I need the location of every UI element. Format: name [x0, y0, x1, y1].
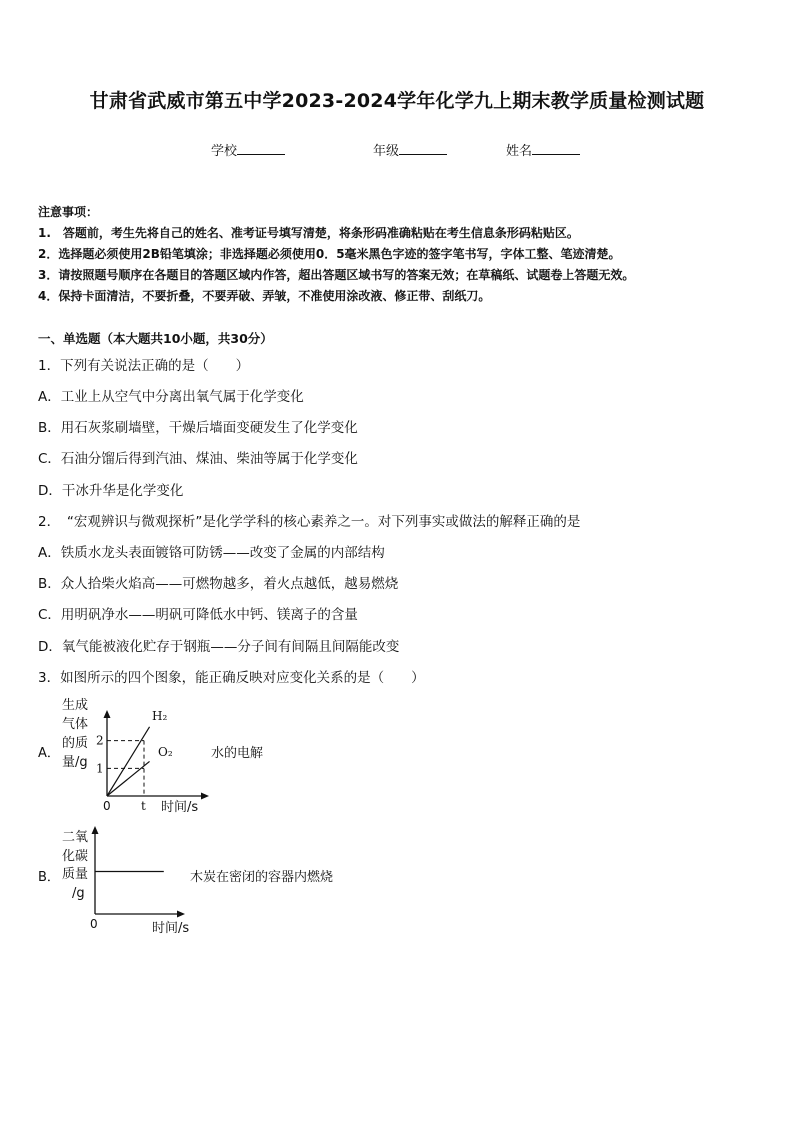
option-label: A． — [38, 746, 60, 761]
question-stem: 2． “宏观辨识与微观探析”是化学学科的核心素养之一。对下列事实或做法的解释正确的是 — [38, 514, 581, 530]
origin-label: 0 — [103, 799, 111, 813]
option-item: C．石油分馏后得到汽油、煤油、柴油等属于化学变化 — [38, 451, 358, 467]
option-item: C．用明矾净水——明矾可降低水中钙、镁离子的含量 — [38, 607, 358, 623]
page-title: 甘肃省武威市第五中学2023-2024学年化学九上期末教学质量检测试题 — [89, 90, 705, 112]
y-axis-label: 的质 — [62, 736, 89, 751]
y-axis-label: 质量 — [62, 867, 89, 882]
y-tick-label: 1 — [96, 761, 104, 776]
grade-label: 年级 — [373, 144, 400, 159]
x-axis-head — [177, 911, 185, 918]
y-axis-label: 二氧 — [62, 830, 89, 845]
series-label-o2: O₂ — [158, 745, 173, 759]
chart-a — [38, 697, 263, 815]
y-axis-label: 量/g — [62, 755, 88, 770]
y-axis-head — [104, 710, 111, 718]
question-stem: 1．下列有关说法正确的是（ ） — [38, 358, 250, 374]
y-axis-label: 生成 — [62, 698, 89, 713]
section-title: 一、单选题（本大题共10小题，共30分） — [38, 331, 273, 346]
note-item: 2．选择题必须使用2B铅笔填涂；非选择题必须使用0．5毫米黑色字迹的签字笔书写，字体工整、笔迹清楚。 — [38, 247, 621, 261]
y-axis-label: 气体 — [62, 717, 89, 732]
chart-caption: 木炭在密闭的容器内燃烧 — [190, 870, 334, 885]
y-axis-label: 化碳 — [62, 849, 89, 864]
note-item: 4．保持卡面清洁，不要折叠，不要弄破、弄皱，不准使用涂改液、修正带、刮纸刀。 — [38, 289, 491, 303]
chart-b — [38, 826, 333, 936]
name-label: 姓名 — [506, 144, 533, 159]
y-axis-head — [92, 826, 99, 834]
y-tick-label: 2 — [96, 733, 104, 748]
x-axis-label: 时间/s — [161, 800, 199, 815]
y-axis-label: /g — [72, 886, 85, 901]
origin-label: 0 — [90, 917, 98, 931]
option-item: D．干冰升华是化学变化 — [38, 483, 184, 499]
school-label: 学校 — [211, 144, 238, 159]
note-item: 1. 答题前，考生先将自己的姓名、准考证号填写清楚，将条形码准确粘贴在考生信息条形码粘贴区。 — [38, 226, 579, 240]
chart-caption: 水的电解 — [211, 746, 264, 761]
series-label-h2: H₂ — [152, 709, 168, 723]
question-stem: 3．如图所示的四个图象，能正确反映对应变化关系的是（ ） — [38, 670, 425, 686]
x-tick-label: t — [141, 799, 146, 813]
notes-heading: 注意事项： — [38, 205, 99, 219]
series-line-o2 — [107, 761, 150, 796]
x-axis-head — [201, 793, 209, 800]
option-item: A．工业上从空气中分离出氧气属于化学变化 — [38, 389, 304, 405]
option-label: B． — [38, 870, 60, 885]
option-item: D．氧气能被液化贮存于钢瓶——分子间有间隔且间隔能改变 — [38, 639, 400, 655]
option-item: A．铁质水龙头表面镀铬可防锈——改变了金属的内部结构 — [38, 545, 385, 561]
option-item: B．众人拾柴火焰高——可燃物越多，着火点越低，越易燃烧 — [38, 576, 399, 592]
series-line-h2 — [107, 727, 150, 796]
option-item: B．用石灰浆刷墙壁，干燥后墙面变硬发生了化学变化 — [38, 420, 358, 436]
note-item: 3．请按照题号顺序在各题目的答题区域内作答，超出答题区域书写的答案无效；在草稿纸、试题卷上答题无效。 — [38, 268, 635, 282]
x-axis-label: 时间/s — [152, 921, 190, 936]
